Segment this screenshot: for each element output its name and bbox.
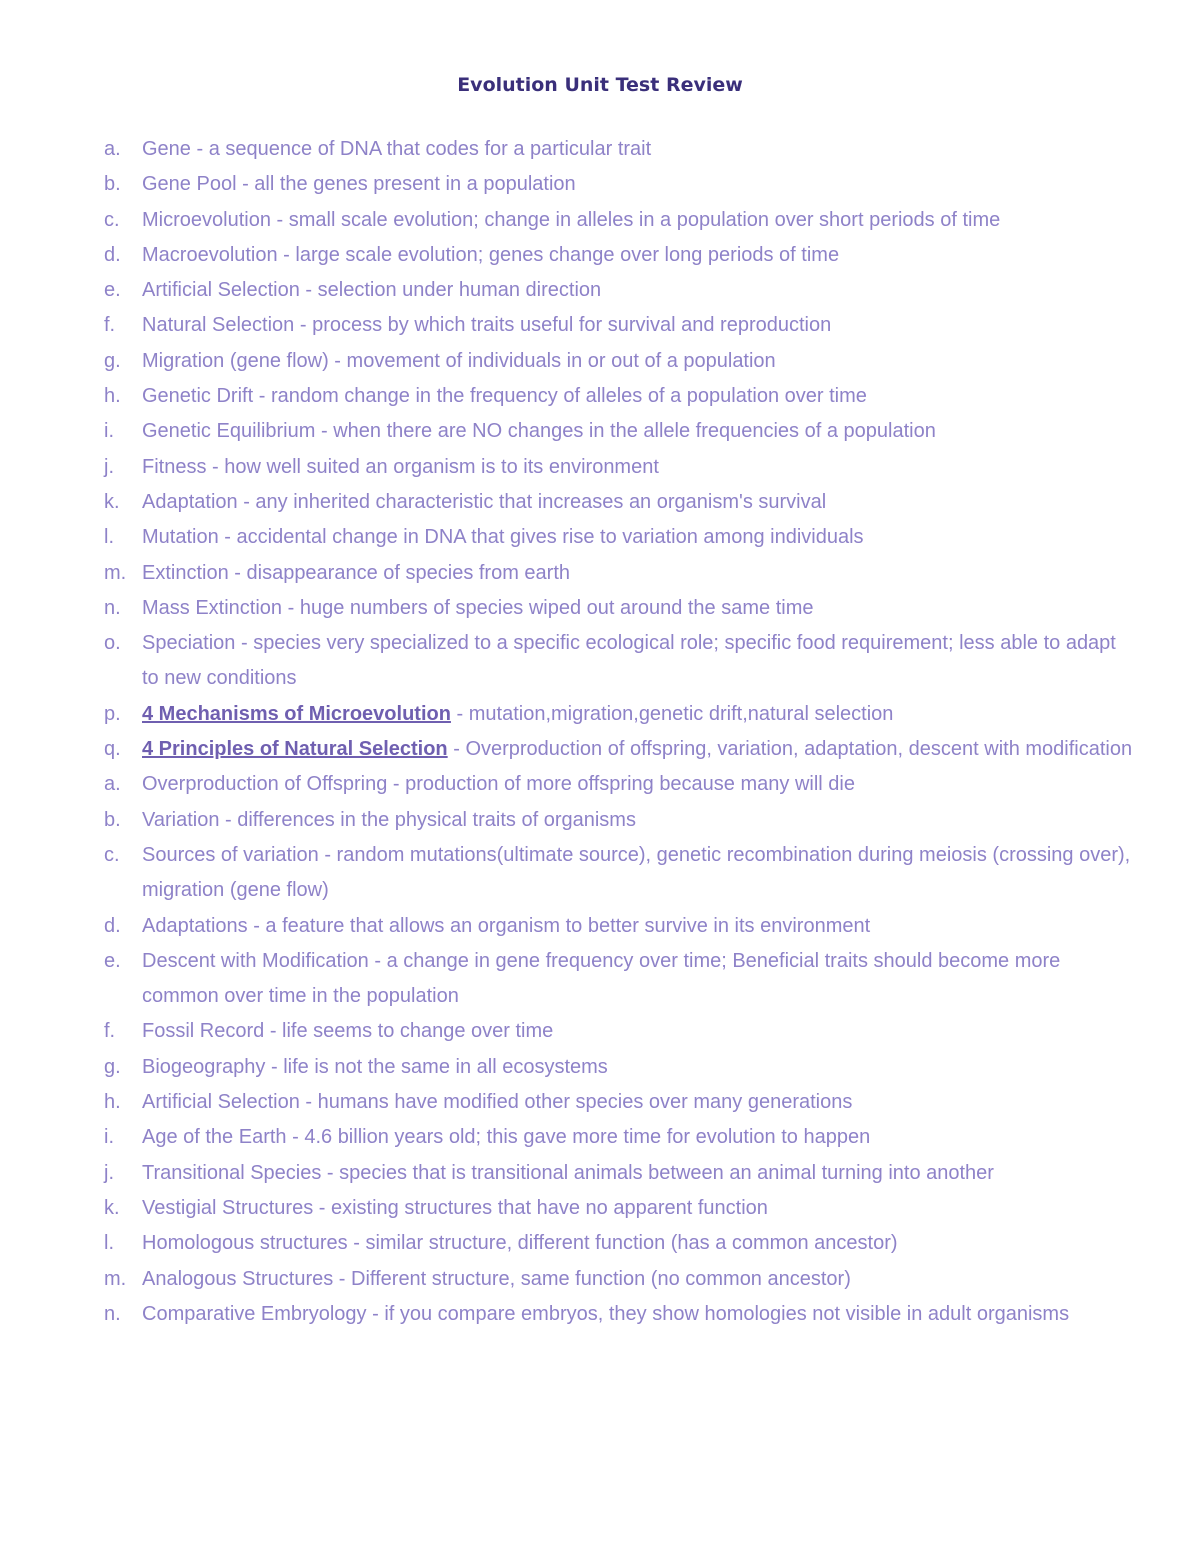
term-definition: if you compare embryos, they show homologies not visible in adult organisms bbox=[384, 1302, 1070, 1325]
list-marker: q. bbox=[104, 738, 121, 761]
list-marker: a. bbox=[104, 773, 121, 796]
page-title: Evolution Unit Test Review bbox=[457, 74, 743, 96]
list-marker: l. bbox=[104, 1232, 114, 1255]
term-definition: 4.6 billion years old; this gave more time for evolution to happen bbox=[304, 1126, 871, 1149]
list-item bbox=[104, 1262, 1134, 1297]
term-separator: - bbox=[321, 1161, 340, 1184]
list-marker: e. bbox=[104, 949, 121, 972]
term-label: Mass Extinction bbox=[142, 596, 283, 619]
list-item bbox=[104, 944, 1134, 1015]
term-list bbox=[104, 132, 1134, 1332]
term-separator: - bbox=[236, 173, 255, 196]
term-label: Overproduction of Offspring bbox=[142, 773, 388, 796]
term-definition: how well suited an organism is to its environment bbox=[224, 455, 659, 478]
list-item bbox=[104, 732, 1134, 767]
term-link[interactable]: 4 Mechanisms of Microevolution bbox=[142, 702, 451, 725]
list-marker: c. bbox=[104, 208, 120, 231]
list-marker: i. bbox=[104, 420, 114, 443]
term-separator: - bbox=[190, 138, 209, 160]
term-label: Gene bbox=[142, 138, 191, 160]
term-definition: species that is transitional animals between an animal turning into another bbox=[339, 1161, 994, 1184]
term-label: Variation bbox=[142, 808, 220, 831]
term-definition: life seems to change over time bbox=[282, 1020, 554, 1043]
term-separator: - bbox=[235, 632, 254, 655]
term-label: Transitional Species bbox=[142, 1161, 322, 1184]
list-marker: e. bbox=[104, 279, 121, 302]
term-definition: life is not the same in all ecosystems bbox=[283, 1055, 608, 1078]
term-separator: - bbox=[264, 1020, 283, 1043]
list-marker: c. bbox=[104, 843, 120, 866]
term-separator: - bbox=[315, 420, 334, 443]
term-label: Descent with Modification bbox=[142, 949, 369, 972]
list-item bbox=[104, 379, 1134, 414]
term-definition: Overproduction of offspring, variation, adaptation, descent with modification bbox=[465, 738, 1133, 761]
term-label: Artificial Selection bbox=[142, 279, 300, 302]
term-separator: - bbox=[347, 1232, 366, 1255]
term-label: Fossil Record bbox=[142, 1020, 265, 1043]
term-separator: - bbox=[206, 455, 225, 478]
term-separator: - bbox=[247, 914, 266, 937]
term-label: Gene Pool bbox=[142, 173, 237, 196]
term-definition: random change in the frequency of alleles of a population over time bbox=[270, 385, 867, 408]
list-marker: g. bbox=[104, 1055, 121, 1078]
list-item bbox=[104, 697, 1134, 732]
term-definition: Different structure, same function (no common ancestor) bbox=[351, 1267, 851, 1290]
term-definition: humans have modified other species over many generations bbox=[317, 1091, 853, 1114]
term-separator: - bbox=[219, 808, 238, 831]
term-definition: large scale evolution; genes change over long periods of time bbox=[295, 243, 840, 266]
list-marker: d. bbox=[104, 914, 121, 937]
term-label: Age of the Earth bbox=[142, 1126, 287, 1149]
term-label: Artificial Selection bbox=[142, 1091, 300, 1114]
term-label: Mutation bbox=[142, 526, 219, 549]
term-separator: - bbox=[282, 596, 300, 619]
list-marker: f. bbox=[104, 314, 116, 337]
term-definition: selection under human direction bbox=[317, 279, 602, 302]
list-item bbox=[104, 803, 1134, 838]
list-item bbox=[104, 1156, 1134, 1191]
list-item bbox=[104, 909, 1134, 944]
term-label: Comparative Embryology bbox=[142, 1302, 367, 1325]
term-separator: - bbox=[218, 526, 237, 549]
term-separator: - bbox=[387, 773, 406, 796]
term-label: Adaptation bbox=[142, 490, 238, 513]
list-item bbox=[104, 167, 1134, 202]
list-item bbox=[104, 238, 1134, 273]
list-marker: g. bbox=[104, 349, 121, 372]
list-marker: j. bbox=[104, 455, 114, 478]
list-item bbox=[104, 1120, 1134, 1155]
term-definition: mutation,migration,genetic drift,natural selection bbox=[468, 702, 894, 725]
term-label: Homologous structures bbox=[142, 1232, 348, 1255]
term-separator: - bbox=[313, 1196, 331, 1219]
term-separator: - bbox=[265, 1055, 284, 1078]
list-marker: o. bbox=[104, 632, 121, 655]
list-marker: d. bbox=[104, 243, 121, 266]
list-item bbox=[104, 1191, 1134, 1226]
term-definition: similar structure, different function (has a common ancestor) bbox=[365, 1232, 898, 1255]
list-item bbox=[104, 626, 1134, 697]
list-marker: p. bbox=[104, 702, 121, 725]
term-label: Vestigial Structures bbox=[142, 1196, 314, 1219]
term-separator: - bbox=[299, 1091, 318, 1114]
term-separator: - bbox=[228, 561, 247, 584]
term-separator: - bbox=[237, 490, 256, 513]
list-item bbox=[104, 450, 1134, 485]
list-item bbox=[104, 556, 1134, 591]
list-marker: h. bbox=[104, 385, 121, 408]
term-separator: - bbox=[253, 385, 271, 408]
list-marker: n. bbox=[104, 1302, 121, 1325]
term-definition: a sequence of DNA that codes for a particular trait bbox=[208, 138, 652, 160]
term-separator: - bbox=[447, 738, 466, 761]
term-definition: movement of individuals in or out of a population bbox=[346, 349, 776, 372]
list-marker: m. bbox=[104, 1267, 127, 1290]
list-marker: b. bbox=[104, 173, 121, 196]
term-label: Migration (gene flow) bbox=[142, 349, 329, 372]
list-item bbox=[104, 485, 1134, 520]
list-marker: f. bbox=[104, 1020, 116, 1043]
list-marker: a. bbox=[104, 138, 121, 160]
term-label: Microevolution bbox=[142, 208, 271, 231]
term-definition: small scale evolution; change in alleles in a population over short periods of time bbox=[288, 208, 1001, 231]
term-definition: species very specialized to a specific ecological role; specific food requirement; less able to adapt to new conditions bbox=[142, 632, 1116, 690]
term-separator: - bbox=[366, 1302, 385, 1325]
list-item bbox=[104, 1050, 1134, 1085]
term-label: Biogeography bbox=[142, 1055, 266, 1078]
term-label: Speciation bbox=[142, 632, 236, 655]
term-label: Extinction bbox=[142, 561, 229, 584]
term-link[interactable]: 4 Principles of Natural Selection bbox=[142, 738, 448, 761]
term-separator: - bbox=[368, 949, 387, 972]
term-separator: - bbox=[270, 208, 289, 231]
list-item bbox=[104, 414, 1134, 449]
list-item bbox=[104, 1226, 1134, 1261]
list-marker: b. bbox=[104, 808, 121, 831]
term-definition: all the genes present in a population bbox=[254, 173, 576, 196]
list-item bbox=[104, 308, 1134, 343]
term-separator: - bbox=[286, 1126, 305, 1149]
list-item bbox=[104, 1014, 1134, 1049]
term-definition: when there are NO changes in the allele frequencies of a population bbox=[333, 420, 936, 443]
term-separator: - bbox=[299, 279, 318, 302]
list-item bbox=[104, 1297, 1134, 1332]
term-separator: - bbox=[333, 1267, 352, 1290]
term-label: Macroevolution bbox=[142, 243, 278, 266]
term-definition: existing structures that have no apparent function bbox=[330, 1196, 768, 1219]
list-marker: j. bbox=[104, 1161, 114, 1184]
term-definition: differences in the physical traits of organisms bbox=[237, 808, 636, 831]
list-item bbox=[104, 591, 1134, 626]
list-marker: k. bbox=[104, 490, 120, 513]
term-label: Fitness bbox=[142, 455, 207, 478]
list-item bbox=[104, 132, 1134, 167]
term-separator: - bbox=[450, 702, 469, 725]
list-item bbox=[104, 1085, 1134, 1120]
term-definition: disappearance of species from earth bbox=[246, 561, 571, 584]
term-definition: any inherited characteristic that increases an organism's survival bbox=[255, 490, 827, 513]
list-marker: n. bbox=[104, 596, 121, 619]
term-definition: random mutations(ultimate source), genetic recombination during meiosis (crossing over), migration (gene flow) bbox=[142, 843, 1131, 902]
term-label: Natural Selection bbox=[142, 314, 295, 337]
term-separator: - bbox=[318, 843, 337, 866]
term-definition: a change in gene frequency over time; Beneficial traits should become more common over time in the population bbox=[142, 949, 1061, 1008]
term-definition: accidental change in DNA that gives rise to variation among individuals bbox=[236, 526, 864, 549]
term-separator: - bbox=[277, 243, 296, 266]
term-label: Genetic Drift bbox=[142, 385, 254, 408]
term-label: Genetic Equilibrium bbox=[142, 420, 316, 443]
term-label: Sources of variation bbox=[142, 843, 319, 866]
term-separator: - bbox=[294, 314, 313, 337]
list-marker: h. bbox=[104, 1091, 121, 1114]
list-item bbox=[104, 203, 1134, 238]
list-marker: l. bbox=[104, 526, 114, 549]
list-item bbox=[104, 344, 1134, 379]
list-marker: k. bbox=[104, 1196, 120, 1219]
list-marker: i. bbox=[104, 1126, 114, 1149]
term-definition: process by which traits useful for survival and reproduction bbox=[312, 314, 832, 337]
term-definition: huge numbers of species wiped out around the same time bbox=[299, 596, 814, 619]
list-item bbox=[104, 520, 1134, 555]
term-definition: a feature that allows an organism to better survive in its environment bbox=[265, 914, 871, 937]
list-item bbox=[104, 838, 1134, 909]
term-definition: production of more offspring because many will die bbox=[405, 773, 855, 796]
term-separator: - bbox=[328, 349, 347, 372]
list-item bbox=[104, 767, 1134, 802]
term-label: Analogous Structures bbox=[142, 1267, 334, 1290]
list-item bbox=[104, 273, 1134, 308]
term-label: Adaptations bbox=[142, 914, 248, 937]
list-marker: m. bbox=[104, 561, 127, 584]
